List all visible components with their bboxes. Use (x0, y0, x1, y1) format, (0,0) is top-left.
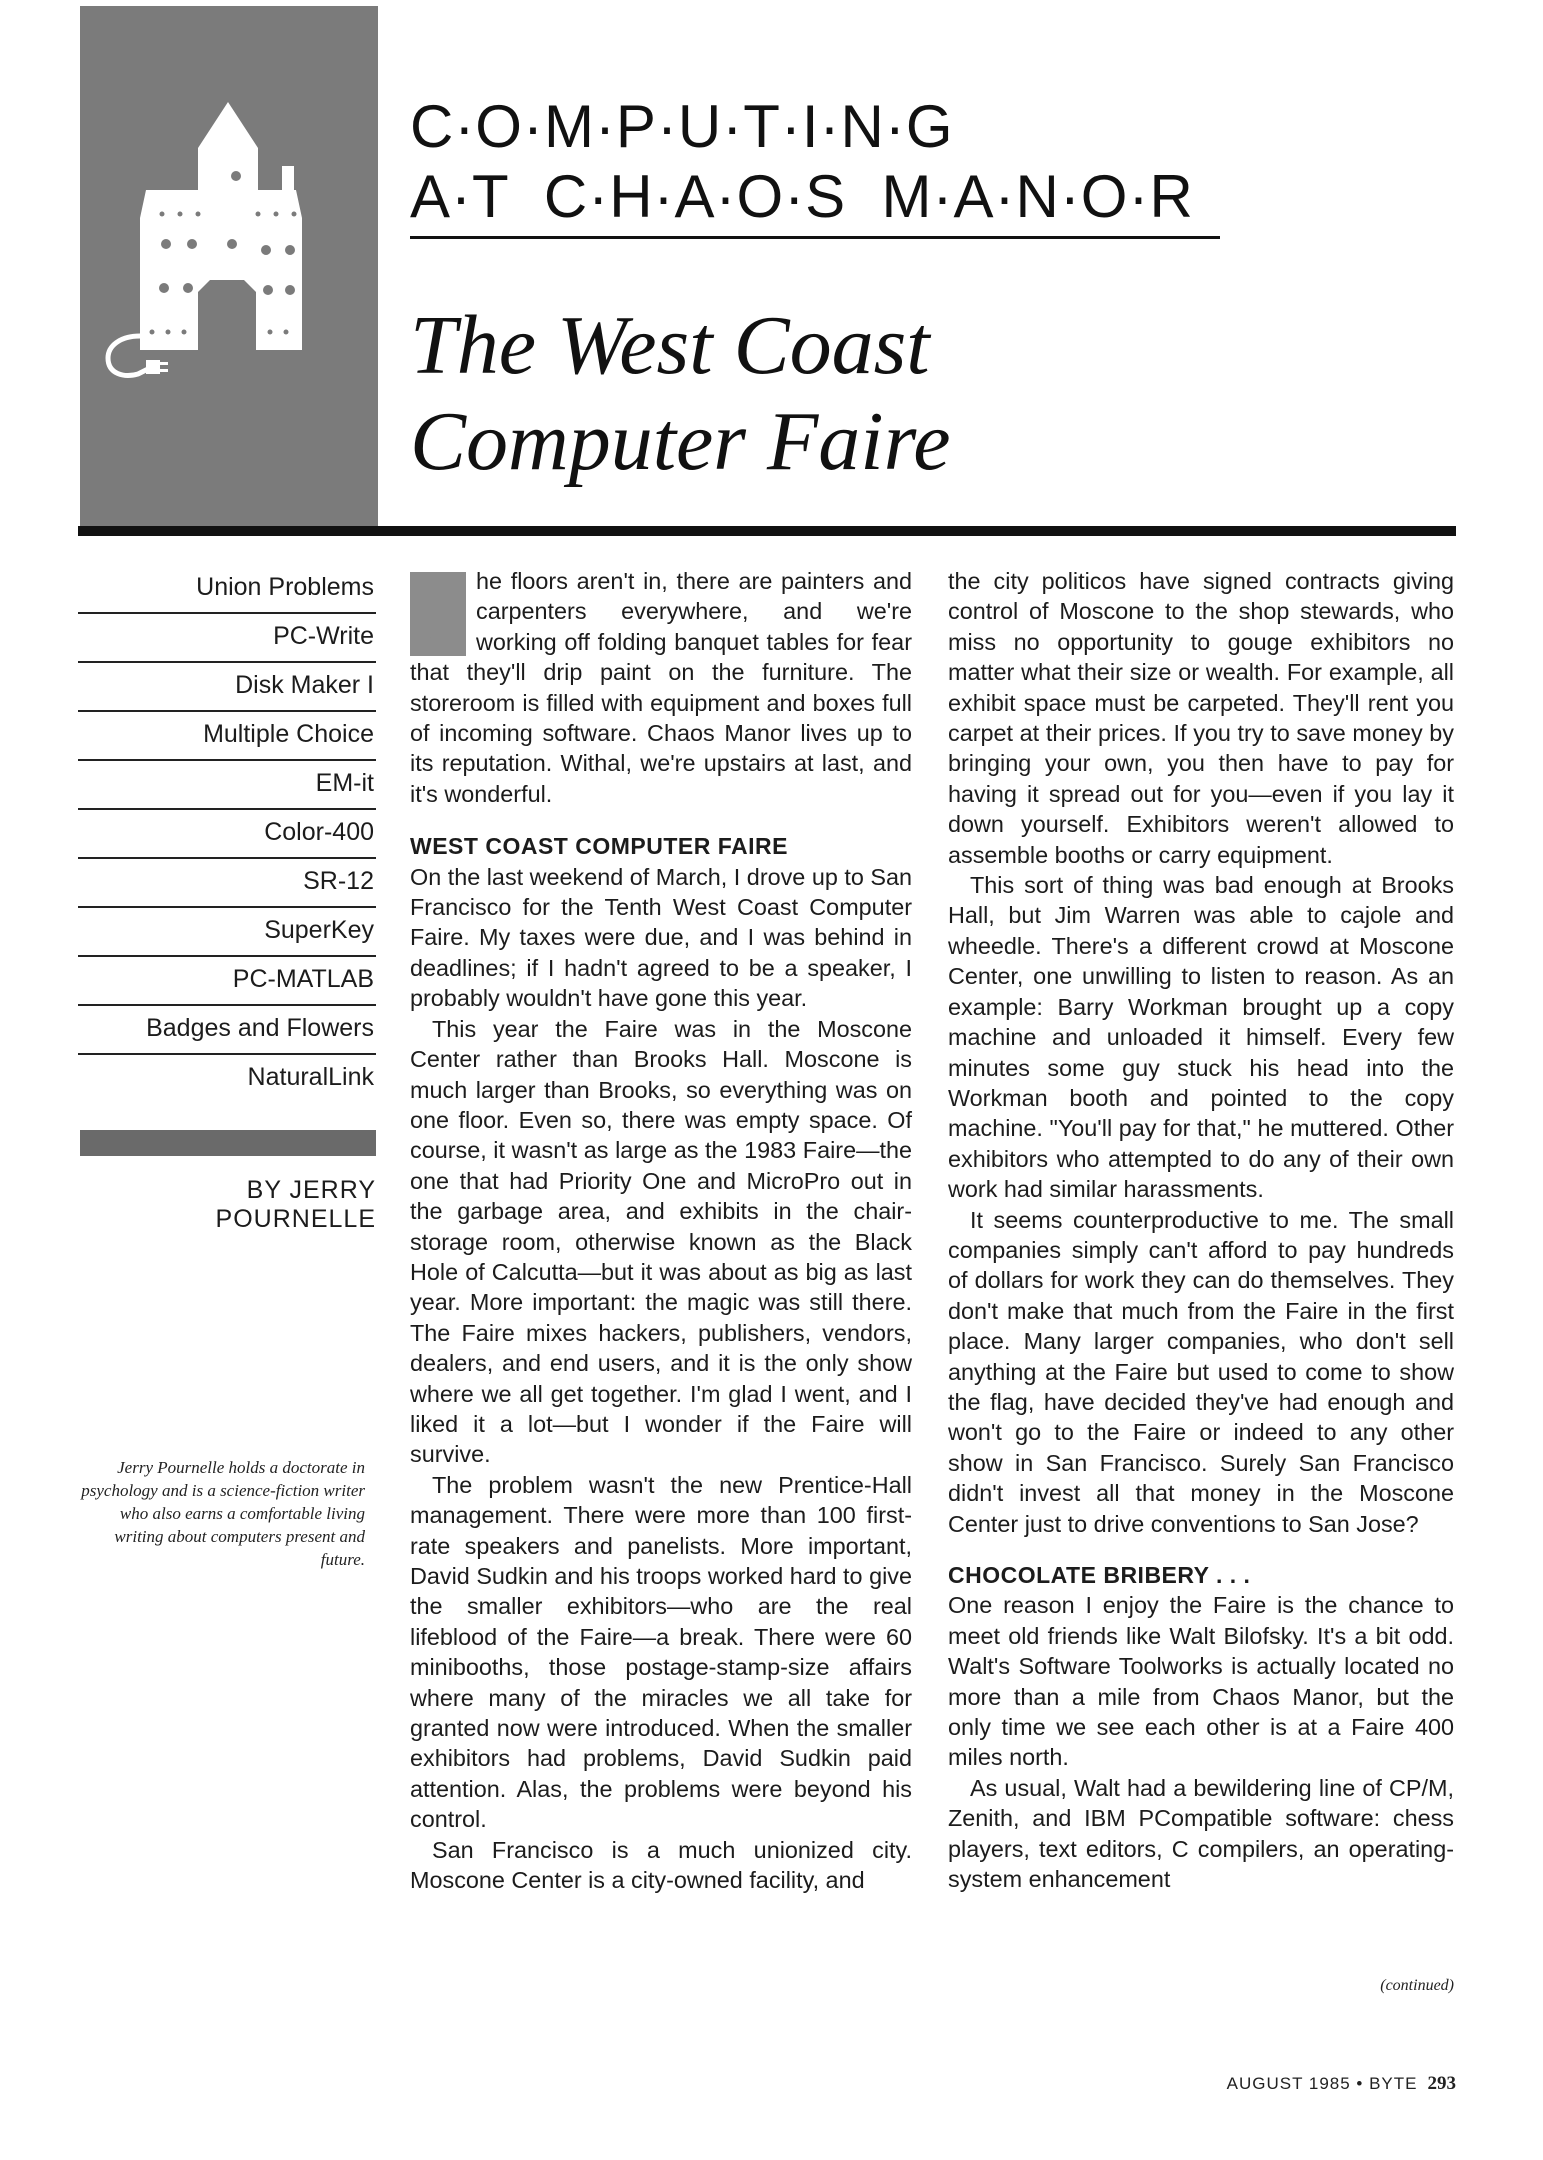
toc-item: SuperKey (78, 908, 376, 957)
section-heading: WEST COAST COMPUTER FAIRE (410, 833, 788, 860)
series-title (410, 92, 1194, 232)
byline-bar (80, 1130, 376, 1156)
toc-item: SR-12 (78, 859, 376, 908)
toc-item: Color-400 (78, 810, 376, 859)
article-column-2 (948, 566, 1454, 1894)
article-title (410, 298, 951, 490)
page-number: 293 (1427, 2073, 1456, 2094)
paragraph: This year the Faire was in the Moscone Center rather than Brooks Hall. Moscone is much larger than Brooks, so everything was on one floor. Even so, there was empty space. Of course, it wasn't as large as the 1983 Faire—the one that had Priority One and MicroPro out in the garbage area, and exhibits in the chair-storage room, otherwise known as the Black Hole of Calcutta—but it was about as big as last year. More important: the magic was still there. The Faire mixes hackers, publishers, vendors, dealers, and end users, and it is the only show where we all get together. I'm glad I went, and I liked it a lot—but I wonder if the Faire will survive. (410, 1015, 912, 1468)
paragraph: The problem wasn't the new Prentice-Hall management. There were more than 100 first-rate speakers and panelists. More important, David Sudkin and his troops worked hard to give the smaller exhibitors—who are the real lifeblood of the Faire—a break. There were 60 minibooths, those postage-stamp-size affairs where many of the miracles we all take for granted now were introduced. When the smaller exhibitors had problems, David Sudkin paid attention. Alas, the problems were beyond his control. (410, 1471, 912, 1833)
series-title-line2: A·T C·H·A·O·S M·A·N·O·R (410, 163, 1194, 230)
series-title-line1: C·O·M·P·U·T·I·N·G (410, 93, 954, 160)
byline: BY JERRY POURNELLE (215, 1176, 376, 1233)
continued-note: (continued) (1380, 1977, 1454, 1994)
article-title-line2: Computer Faire (410, 395, 951, 488)
article-title-line1: The West Coast (410, 299, 930, 392)
toc-item: Disk Maker I (78, 663, 376, 712)
article-column-1 (410, 566, 912, 1895)
paragraph: This sort of thing was bad enough at Brooks Hall, but Jim Warren was able to cajole and wheedle. There's a different crowd at Moscone Center, one unwilling to listen to reason. As an example: Barry Workman brought up a copy machine and unloaded it himself. Every few minutes some guy stuck his head into the Workman booth and pointed to the copy machine. "You'll pay for that," he muttered. Other exhibitors who attempted to do any of their own work had similar harassments. (948, 872, 1454, 1203)
sidebar-contents (78, 565, 376, 1104)
paragraph: As usual, Walt had a bewildering line of CP/M, Zenith, and IBM PCompatible software: chess players, text editors, C compilers, an operating-system enhancement (948, 1774, 1454, 1893)
toc-item: Union Problems (78, 565, 376, 614)
toc-item: PC-MATLAB (78, 957, 376, 1006)
header-divider (78, 526, 1456, 536)
toc-item: PC-Write (78, 614, 376, 663)
intro-paragraph: T he floors aren't in, there are painters and carpenters everywhere, and we're working off folding banquet tables for fear that they'll drip paint on the furniture. The storeroom is filled with equipment and boxes full of incoming software. Chaos Manor lives up to its reputation. Withal, we're upstairs at last, and it's wonderful. (410, 568, 912, 807)
issue-label: AUGUST 1985 • BYTE (1226, 2074, 1418, 2093)
drop-cap: T (410, 572, 466, 656)
chaos-manor-house-icon (80, 6, 378, 528)
paragraph: It seems counterproductive to me. The small companies simply can't afford to pay hundreds of dollars for work they can do themselves. They don't make that much from the Faire in the first place. Many larger companies, who don't sell anything at the Faire but used to come to show the flag, have decided they've had enough and won't go to the Faire or indeed to any other show in San Francisco. Surely San Francisco didn't invest all that money in the Moscone Center just to drive conventions to San Jose? (948, 1206, 1454, 1537)
series-rule (410, 236, 1220, 239)
paragraph: San Francisco is a much unionized city. Moscone Center is a city-owned facility, and (410, 1836, 912, 1894)
page-footer (1000, 2073, 1456, 2095)
paragraph: the city politicos have signed contracts giving control of Moscone to the shop stewards, who miss no opportunity to gouge exhibitors no matter what their size or wealth. For example, all exhibit space must be carpeted. They'll rent you carpet at their prices. If you try to save money by bringing your own, you then have to pay for having it spread out for you—even if you lay it down yourself. Exhibitors weren't allowed to assemble booths or carry equipment. (948, 568, 1454, 868)
toc-item: Badges and Flowers (78, 1006, 376, 1055)
toc-item: Multiple Choice (78, 712, 376, 761)
chaos-manor-logo (80, 6, 378, 528)
paragraph: On the last weekend of March, I drove up to San Francisco for the Tenth West Coast Computer Faire. My taxes were due, and I was behind in deadlines; if I hadn't agreed to be a speaker, I probably wouldn't have gone this year. (410, 863, 912, 1012)
author-bio: Jerry Pournelle holds a doctorate in psychology and is a science-fiction writer who also earns a comfortable living writing about computers present and future. (81, 1458, 365, 1569)
paragraph: One reason I enjoy the Faire is the chance to meet old friends like Walt Bilofsky. It's a bit odd. Walt's Software Toolworks is actually located no more than a mile from Chaos Manor, but the only time we see each other is at a Faire 400 miles north. (948, 1592, 1454, 1771)
toc-item: EM-it (78, 761, 376, 810)
toc-item: NaturalLink (247, 1063, 374, 1091)
section-heading: CHOCOLATE BRIBERY . . . (948, 1562, 1251, 1588)
